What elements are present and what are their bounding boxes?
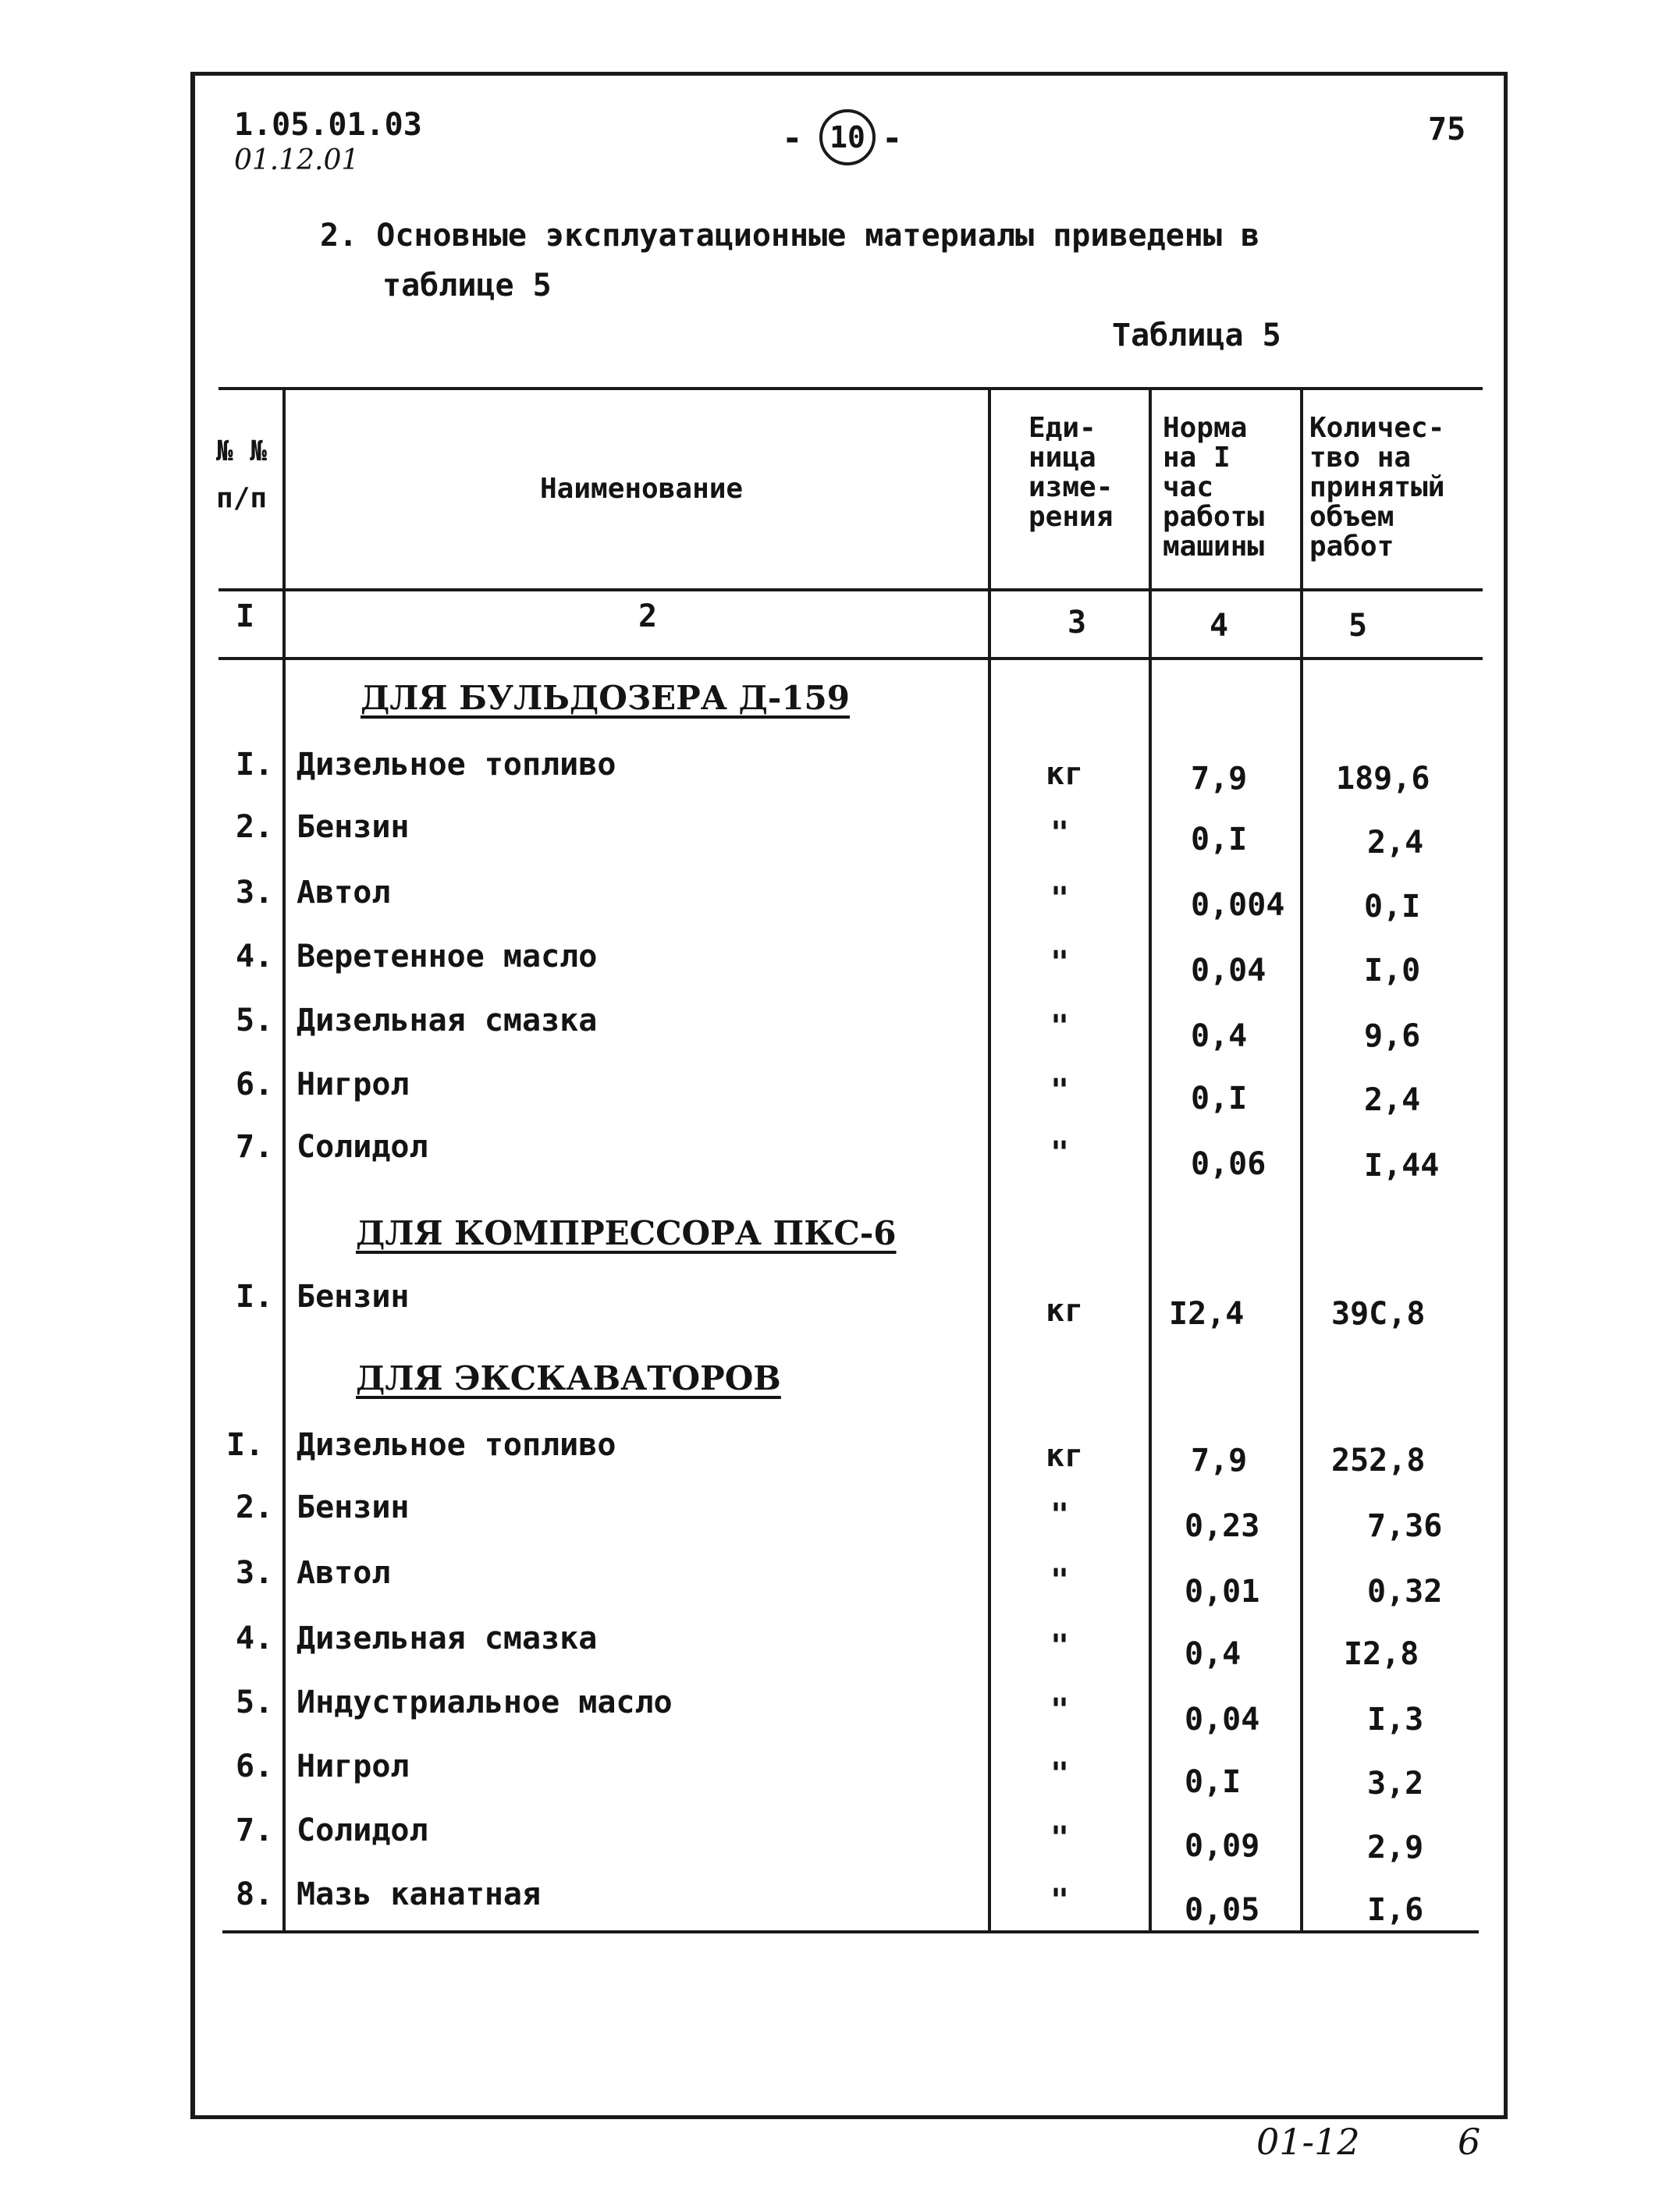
intro-line-2: таблице 5 <box>382 268 552 304</box>
section-title: ДЛЯ КОМПРЕССОРА ПКС-6 <box>356 1214 897 1252</box>
colnum-1: I <box>236 598 255 634</box>
section-title: ДЛЯ ЭКСКАВАТОРОВ <box>356 1359 781 1397</box>
page-center-number: 10 <box>819 109 876 165</box>
col-divider-2 <box>988 387 991 1932</box>
intro-paragraph <box>320 211 1412 311</box>
section-title: ДЛЯ БУЛЬДОЗЕРА Д-159 <box>361 679 851 717</box>
table-caption: Таблица 5 <box>1112 318 1281 353</box>
document-date: 01.12.01 <box>234 144 360 176</box>
header-qty: Количес- тво на принятый объем работ <box>1309 412 1445 563</box>
table-bottom-rule <box>222 1930 1479 1933</box>
table-top-rule <box>218 387 1483 390</box>
footer-sheet-number: 6 <box>1458 2121 1481 2163</box>
colnum-3: 3 <box>1068 605 1087 641</box>
dash-right: - <box>882 119 903 158</box>
header-name: Наименование <box>540 473 744 505</box>
footer-sheet-code: 01-12 <box>1256 2121 1360 2163</box>
colnum-2: 2 <box>638 598 658 634</box>
col-divider-3 <box>1149 387 1152 1932</box>
header-num: № № п/п <box>216 435 268 514</box>
header-bottom-rule <box>218 588 1483 591</box>
colnum-5: 5 <box>1348 608 1368 644</box>
col-divider-4 <box>1300 387 1303 1932</box>
header-norm: Норма на I час работы машины <box>1163 412 1265 563</box>
colnum-bottom-rule <box>218 657 1483 660</box>
intro-line-1: 2. Основные эксплуатационные материалы приведены в <box>320 218 1260 254</box>
dash-left: - <box>782 119 803 158</box>
page-number: 75 <box>1428 112 1466 147</box>
header-unit: Еди- ница изме- рения <box>1028 412 1114 533</box>
col-divider-1 <box>282 387 286 1932</box>
document-code: 1.05.01.03 <box>234 107 422 143</box>
colnum-4: 4 <box>1210 608 1229 644</box>
